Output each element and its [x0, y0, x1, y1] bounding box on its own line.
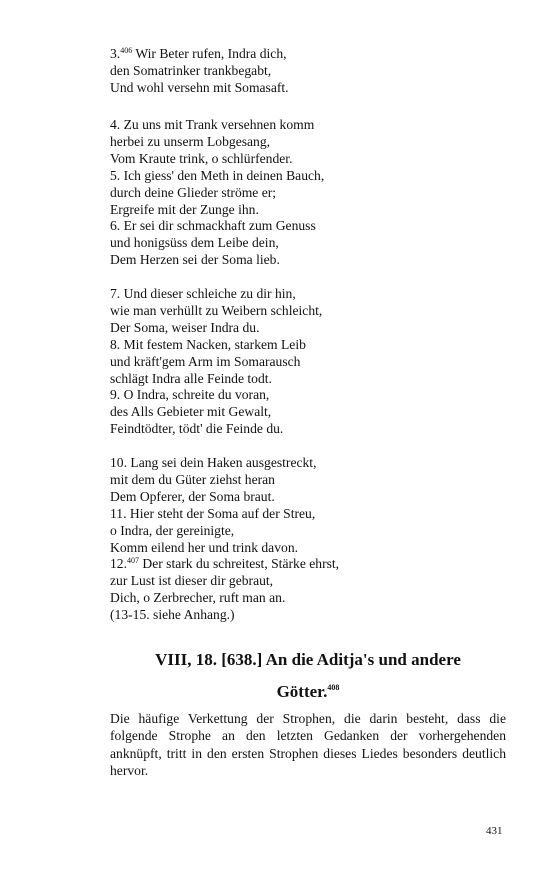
verse-line: 9. O Indra, schreite du voran, [110, 387, 270, 403]
verse-line: 4. Zu uns mit Trank versehnen komm [110, 117, 315, 132]
verse-line: (13-15. siehe Anhang.) [110, 607, 235, 623]
verse-number: 3. [110, 46, 121, 61]
verse-line: Dich, o Zerbrecher, ruft man an. [110, 590, 286, 606]
footnote-marker[interactable]: 408 [327, 683, 340, 692]
verse-line: Komm eilend her und trink davon. [110, 539, 299, 555]
verse-line: o Indra, der gereinigte, [110, 522, 235, 538]
verse-line [110, 46, 440, 63]
verse-line: zur Lust ist dieser dir gebraut, [110, 573, 274, 589]
verse-line: 5. Ich giess' den Meth in deinen Bauch, [110, 167, 325, 183]
verse-number: 12. [110, 556, 127, 572]
verse-line: mit dem du Güter ziehst heran [110, 471, 275, 487]
verse-line: 11. Hier steht der Soma auf der Streu, [110, 505, 316, 521]
verse-line: Ergreife mit der Zunge ihn. [110, 201, 259, 217]
verse-line: 7. Und dieser schleiche zu dir hin, [110, 286, 296, 301]
footnote-marker[interactable]: 406 [120, 46, 133, 55]
verse-line: 6. Er sei dir schmackhaft zum Genuss [110, 218, 316, 234]
verse-text: Wir Beter rufen, Indra dich, [132, 46, 287, 61]
verse-line: und kräft'gem Arm im Somarausch [110, 353, 301, 369]
verse-line: 10. Lang sei dein Haken ausgestreckt, [110, 455, 317, 470]
verse-text: Der stark du schreitest, Stärke ehrst, [139, 556, 340, 572]
verse-line: wie man verhüllt zu Weibern schleicht, [110, 302, 323, 318]
verse-line: durch deine Glieder ströme er; [110, 184, 277, 200]
verse-line: den Somatrinker trankbegabt, [110, 62, 272, 78]
section-heading-line-1: VIII, 18. [638.] An die Aditja's und andere [155, 650, 461, 669]
verse-line: schlägt Indra alle Feinde todt. [110, 370, 272, 386]
verse-line: Und wohl versehn mit Somasaft. [110, 79, 289, 95]
footnote-marker[interactable]: 407 [127, 556, 139, 566]
verse-line: des Alls Gebieter mit Gewalt, [110, 404, 272, 420]
verse-line: Dem Opferer, der Soma braut. [110, 488, 275, 504]
section-heading-line-2 [110, 682, 506, 702]
verse-line [110, 556, 440, 573]
verse-line: Der Soma, weiser Indra du. [110, 319, 260, 335]
verse-line: Vom Kraute trink, o schlürfender. [110, 150, 293, 166]
verse-group-1 [110, 46, 440, 97]
verse-line: 8. Mit festem Nacken, starkem Leib [110, 336, 306, 352]
verse-group-2 [110, 117, 440, 269]
verse-line: und honigsüss dem Leibe dein, [110, 235, 279, 251]
verse-group-4 [110, 455, 440, 624]
verse-line: herbei zu unserm Lobgesang, [110, 133, 271, 149]
verse-line: Feindtödter, tödt' die Feinde du. [110, 421, 284, 437]
verse-group-3 [110, 286, 440, 438]
page-number: 431 [486, 825, 503, 837]
section-heading-title: Götter. [276, 682, 328, 701]
intro-paragraph: Die häufige Verkettung der Strophen, die darin besteht, dass die folgende Strophe an den letzten Gedanken der vorhergehenden anknüpft, tritt in den ersten Strophen dieses Liedes besonders deutlich hervor. [110, 711, 506, 779]
verse-line: Dem Herzen sei der Soma lieb. [110, 252, 280, 268]
